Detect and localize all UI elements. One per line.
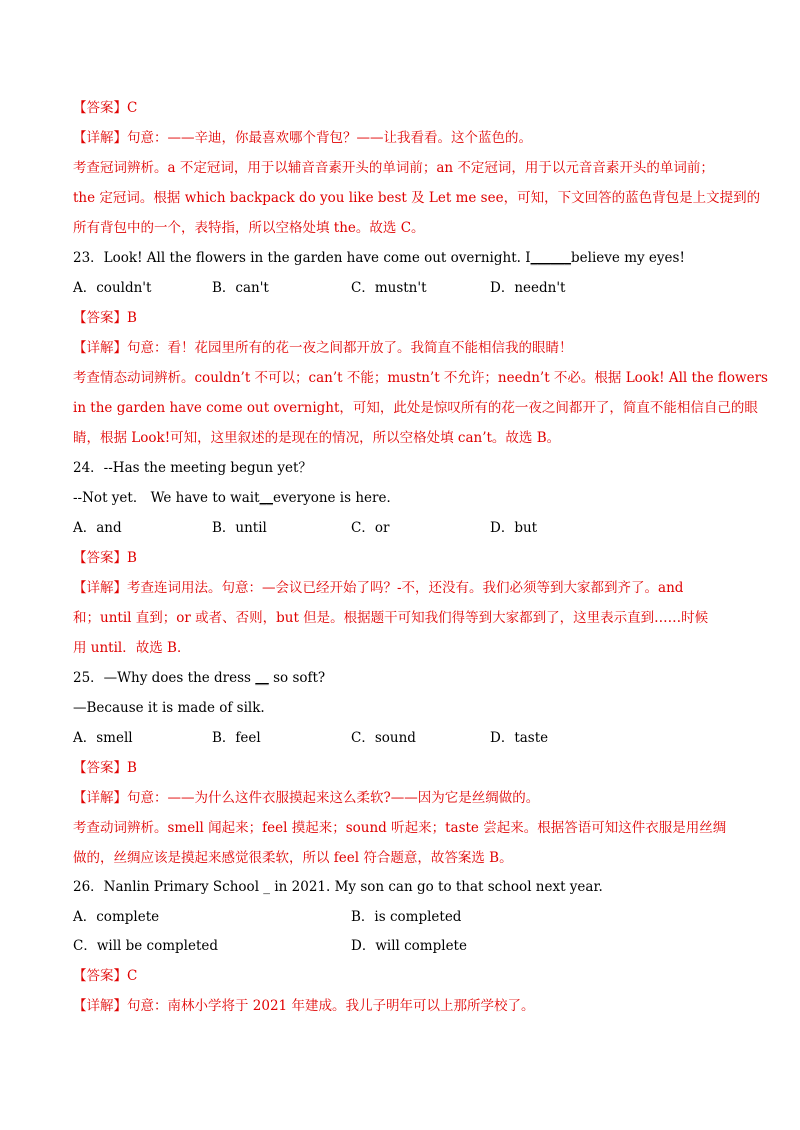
detail-line-26 bbox=[73, 997, 534, 1015]
detail-text: 考查连词用法。句意：—会议已经开始了吗？-不，还没有。我们必须等到大家都到齐了。and bbox=[127, 580, 684, 596]
answer-blank: __ bbox=[255, 670, 269, 686]
question-stem-25-line2: —Because it is made of silk. bbox=[73, 700, 265, 716]
option-b: B．until bbox=[212, 520, 267, 536]
detail-tag: 【详解】 bbox=[73, 998, 127, 1014]
answer-blank: ______ bbox=[530, 250, 572, 266]
option-b: B．feel bbox=[212, 730, 261, 746]
answer-line-24 bbox=[73, 549, 137, 567]
answer-tag: 【答案】 bbox=[73, 760, 127, 776]
option-c: C．or bbox=[351, 520, 390, 536]
analysis-line: 考查情态动词辨析。couldn’t 不可以；can’t 不能；mustn’t 不允许；needn’t 不必。根据 Look! All the flowers bbox=[73, 370, 768, 386]
question-stem-23 bbox=[73, 249, 685, 267]
answer-tag: 【答案】 bbox=[73, 310, 127, 326]
option-c: C．will be completed bbox=[73, 938, 219, 954]
detail-text: 句意：——辛迪，你最喜欢哪个背包？——让我看看。这个蓝色的。 bbox=[127, 130, 532, 146]
stem-text: 25．—Why does the dress bbox=[73, 670, 251, 686]
detail-tag: 【详解】 bbox=[73, 130, 127, 146]
answer-value: B bbox=[127, 550, 137, 566]
answer-tag: 【答案】 bbox=[73, 100, 127, 116]
answer-value: B bbox=[127, 310, 137, 326]
detail-tag: 【详解】 bbox=[73, 790, 127, 806]
answer-line-23 bbox=[73, 309, 137, 327]
answer-value: C bbox=[127, 968, 138, 984]
stem-text: --Not yet． We have to wait bbox=[73, 490, 260, 506]
option-b: B．is completed bbox=[351, 909, 462, 925]
option-a: A．smell bbox=[73, 730, 133, 746]
question-stem-24: 24．--Has the meeting begun yet？ bbox=[73, 460, 312, 476]
analysis-line: 用 until．故选 B． bbox=[73, 640, 191, 656]
question-stem-25 bbox=[73, 669, 325, 687]
detail-text: 句意：——为什么这件衣服摸起来这么柔软?——因为它是丝绸做的。 bbox=[127, 790, 540, 806]
stem-text: 23．Look! All the flowers in the garden have come out overnight. I bbox=[73, 250, 531, 266]
answer-value: B bbox=[127, 760, 137, 776]
answer-blank: __ bbox=[259, 490, 274, 506]
detail-text: 句意：看！花园里所有的花一夜之间都开放了。我简直不能相信我的眼睛！ bbox=[127, 340, 573, 356]
detail-line-25 bbox=[73, 789, 539, 807]
stem-text: so soft? bbox=[273, 670, 326, 686]
question-stem-24-line2 bbox=[73, 489, 400, 507]
analysis-line: 所有背包中的一个，表特指，所以空格处填 the。故选 C。 bbox=[73, 220, 425, 236]
analysis-line: 考查冠词辨析。a 不定冠词，用于以辅音音素开头的单词前；an 不定冠词，用于以元音音素开头的单词前； bbox=[73, 160, 714, 176]
option-d: D．but bbox=[490, 520, 538, 536]
answer-line-22 bbox=[73, 99, 137, 117]
detail-line-24 bbox=[73, 579, 683, 597]
option-a: A．couldn't bbox=[73, 280, 152, 296]
answer-tag: 【答案】 bbox=[73, 968, 127, 984]
stem-text: everyone is here． bbox=[273, 490, 400, 506]
detail-text: 句意：南林小学将于 2021 年建成。我儿子明年可以上那所学校了。 bbox=[127, 998, 535, 1014]
analysis-line: 做的，丝绸应该是摸起来感觉很柔软，所以 feel 符合题意，故答案选 B。 bbox=[73, 850, 513, 866]
answer-value: C bbox=[127, 100, 138, 116]
stem-text: believe my eyes! bbox=[571, 250, 685, 266]
answer-tag: 【答案】 bbox=[73, 550, 127, 566]
option-c: C．sound bbox=[351, 730, 416, 746]
option-d: D．taste bbox=[490, 730, 549, 746]
analysis-line: 考查动词辨析。smell 闻起来；feel 摸起来；sound 听起来；taste 尝起来。根据答语可知这件衣服是用丝绸 bbox=[73, 820, 727, 836]
analysis-line: 睛，根据 Look!可知，这里叙述的是现在的情况，所以空格处填 can’t。故选 B。 bbox=[73, 430, 561, 446]
analysis-line: in the garden have come out overnight，可知，此处是惊叹所有的花一夜之间都开了，简直不能相信自己的眼 bbox=[73, 400, 758, 416]
option-c: C．mustn't bbox=[351, 280, 427, 296]
detail-line-22 bbox=[73, 129, 532, 147]
option-a: A．and bbox=[73, 520, 122, 536]
answer-line-26 bbox=[73, 967, 137, 985]
option-d: D．will complete bbox=[351, 938, 467, 954]
question-stem-26: 26．Nanlin Primary School _ in 2021. My son can go to that school next year. bbox=[73, 879, 603, 895]
analysis-line: 和；until 直到；or 或者、否则，but 但是。根据题干可知我们得等到大家都到了，这里表示直到……时候 bbox=[73, 610, 709, 626]
analysis-line: the 定冠词。根据 which backpack do you like best 及 Let me see，可知，下文回答的蓝色背包是上文提到的 bbox=[73, 190, 761, 206]
detail-tag: 【详解】 bbox=[73, 340, 127, 356]
detail-line-23 bbox=[73, 339, 573, 357]
option-b: B．can't bbox=[212, 280, 269, 296]
option-d: D．needn't bbox=[490, 280, 566, 296]
answer-line-25 bbox=[73, 759, 137, 777]
detail-tag: 【详解】 bbox=[73, 580, 127, 596]
option-a: A．complete bbox=[73, 909, 160, 925]
